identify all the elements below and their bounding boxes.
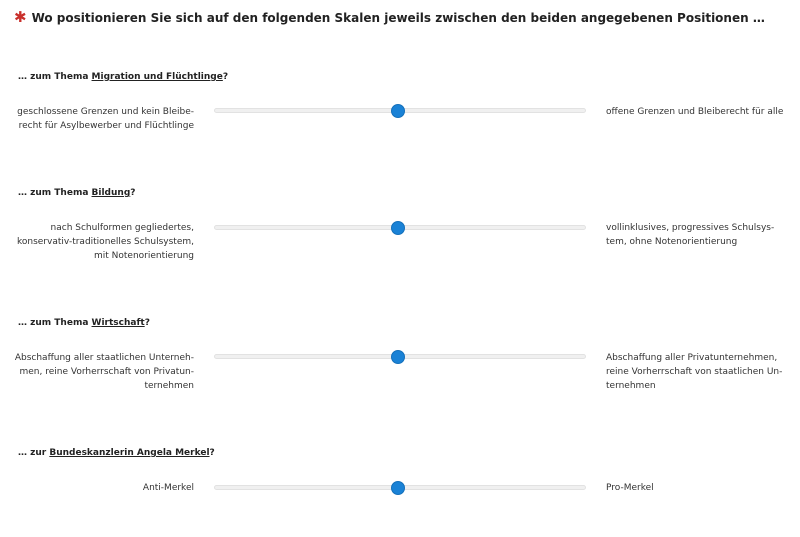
topic-prefix: … zur [18,448,50,458]
topic-name: Wirtschaft [91,318,145,328]
scale-migration-right-label: offene Grenzen und Bleiberecht für alle [606,107,784,117]
scale-bildung-slider[interactable] [214,221,586,235]
topic-name: Migration und Flüchtlinge [91,72,223,82]
topic-wirtschaft-heading [18,318,150,328]
topic-prefix: … zum Thema [18,318,92,328]
scale-wirtschaft-right-label: Abschaffung aller Privatunternehmen, reine Vorherrschaft von staatlichen Un-ternehmen [606,353,783,391]
topic-name: Bundeskanzlerin Angela Merkel [49,448,210,458]
topic-name: Bildung [91,188,131,198]
topic-suffix: ? [209,448,215,458]
slider-thumb[interactable] [391,350,405,364]
slider-thumb[interactable] [391,481,405,495]
topic-bildung-heading [18,188,136,198]
slider-thumb[interactable] [391,104,405,118]
slider-thumb[interactable] [391,221,405,235]
scale-merkel-right-label: Pro-Merkel [606,483,654,493]
scale-merkel-left-label: Anti-Merkel [142,483,194,493]
topic-prefix: … zum Thema [18,188,92,198]
topic-suffix: ? [144,318,150,328]
scale-merkel-slider[interactable] [214,481,586,495]
scale-wirtschaft-slider[interactable] [214,350,586,364]
scale-wirtschaft-left-label: Abschaffung aller staatlichen Unterneh-men, reine Vorherrschaft von Privatun-ternehmen [14,353,194,391]
question-text: Wo positionieren Sie sich auf den folgenden Skalen jeweils zwischen den beiden angegebenen Positionen … [31,10,765,25]
topic-migration-heading [18,72,228,82]
topic-prefix: … zum Thema [18,72,92,82]
topic-suffix: ? [222,72,229,82]
required-asterisk-icon: ✱ [14,8,27,26]
scale-migration-slider[interactable] [214,104,586,118]
topic-suffix: ? [130,188,136,198]
scale-bildung-left-label: nach Schulformen gegliedertes, konservativ-traditionelles Schulsystem, mit Notenorientierung [16,223,194,261]
scale-migration-left-label: geschlossene Grenzen und kein Bleibe-recht für Asylbewerber und Flüchtlinge [17,107,194,131]
topic-merkel-heading [18,448,215,458]
scale-bildung-right-label: vollinklusives, progressives Schulsys-tem, ohne Notenorientierung [606,223,775,247]
question-heading [14,10,765,25]
